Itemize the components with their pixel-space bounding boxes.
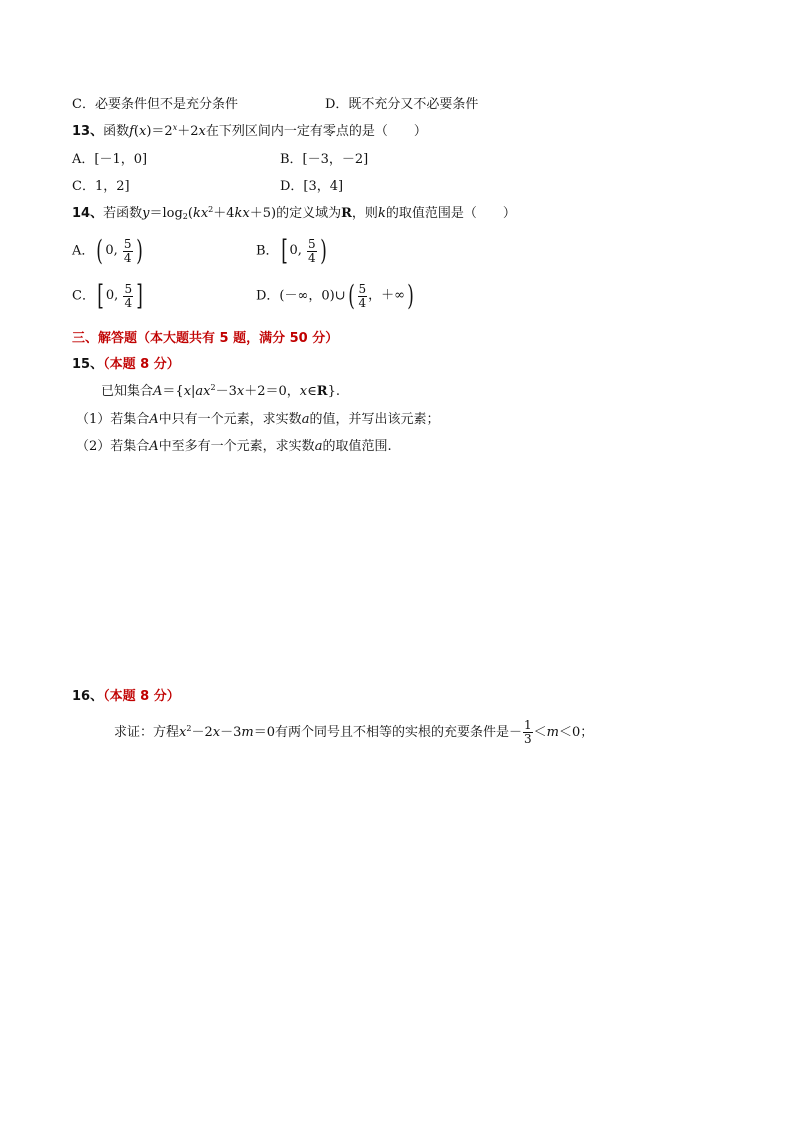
q16-score: （本题 8 分） xyxy=(103,689,180,704)
q15-header xyxy=(72,356,180,374)
section-title: 三、解答题（本大题共有 5 题，满分 50 分） xyxy=(72,331,339,346)
q13-stem: 13、函数$f(x)=2^x+2x$在下列区间内一定有零点的是（ ） xyxy=(72,123,427,139)
fraction: $\frac{5}{4}$ xyxy=(124,281,133,310)
q16-number: 16、 xyxy=(72,689,104,704)
q13-option-b: B．[－3，－2] xyxy=(280,152,369,167)
fraction: $\frac{5}{4}$ xyxy=(358,281,367,310)
q14-option-d: D．(－∞，0)∪ ( $\frac{5}{4}$ ，＋∞ ) xyxy=(256,279,414,312)
q12-option-d: D．既不充分又不必要条件 xyxy=(325,97,479,112)
q14-stem: 14、若函数$y=\log_2(kx^2+4kx+5)$的定义域为R，则k的取值范围是（ ） xyxy=(72,205,516,221)
q14-option-b: B． [ 0, $\frac{5}{4}$ ) xyxy=(256,234,327,267)
fraction: $\frac{1}{3}$ xyxy=(523,718,532,746)
q15-part-1: （1）若集合A中只有一个元素，求实数a的值，并写出该元素； xyxy=(76,412,440,427)
q15-part-2: （2）若集合A中至多有一个元素，求实数a的取值范围. xyxy=(76,439,392,454)
q15-stem: 已知集合$A=\{x|ax^2-3x+2=0$，x∈R}. xyxy=(101,383,340,399)
q14-option-c: C． [ 0, $\frac{5}{4}$ ] xyxy=(72,279,143,312)
q13-option-a: A．[－1，0] xyxy=(72,152,148,167)
q14-option-a: A． ( 0, $\frac{5}{4}$ ) xyxy=(72,234,143,267)
q15-number: 15、 xyxy=(72,357,104,372)
fraction: $\frac{5}{4}$ xyxy=(308,236,316,265)
q15-score: （本题 8 分） xyxy=(103,357,180,372)
q12-option-c: C．必要条件但不是充分条件 xyxy=(72,97,238,112)
q14-number: 14、 xyxy=(72,206,104,221)
q13-number: 13、 xyxy=(72,124,104,139)
q13-option-c: C．1，2] xyxy=(72,179,130,194)
q16-stem: 求证：方程$x^2-2x-3m=0$有两个同号且不相等的实根的充要条件是－ $\frac{1}{3}$ ＜m＜0； xyxy=(114,718,594,746)
q16-header xyxy=(72,688,180,706)
fraction: $\frac{5}{4}$ xyxy=(123,236,132,265)
q13-option-d: D．[3，4] xyxy=(280,179,344,194)
